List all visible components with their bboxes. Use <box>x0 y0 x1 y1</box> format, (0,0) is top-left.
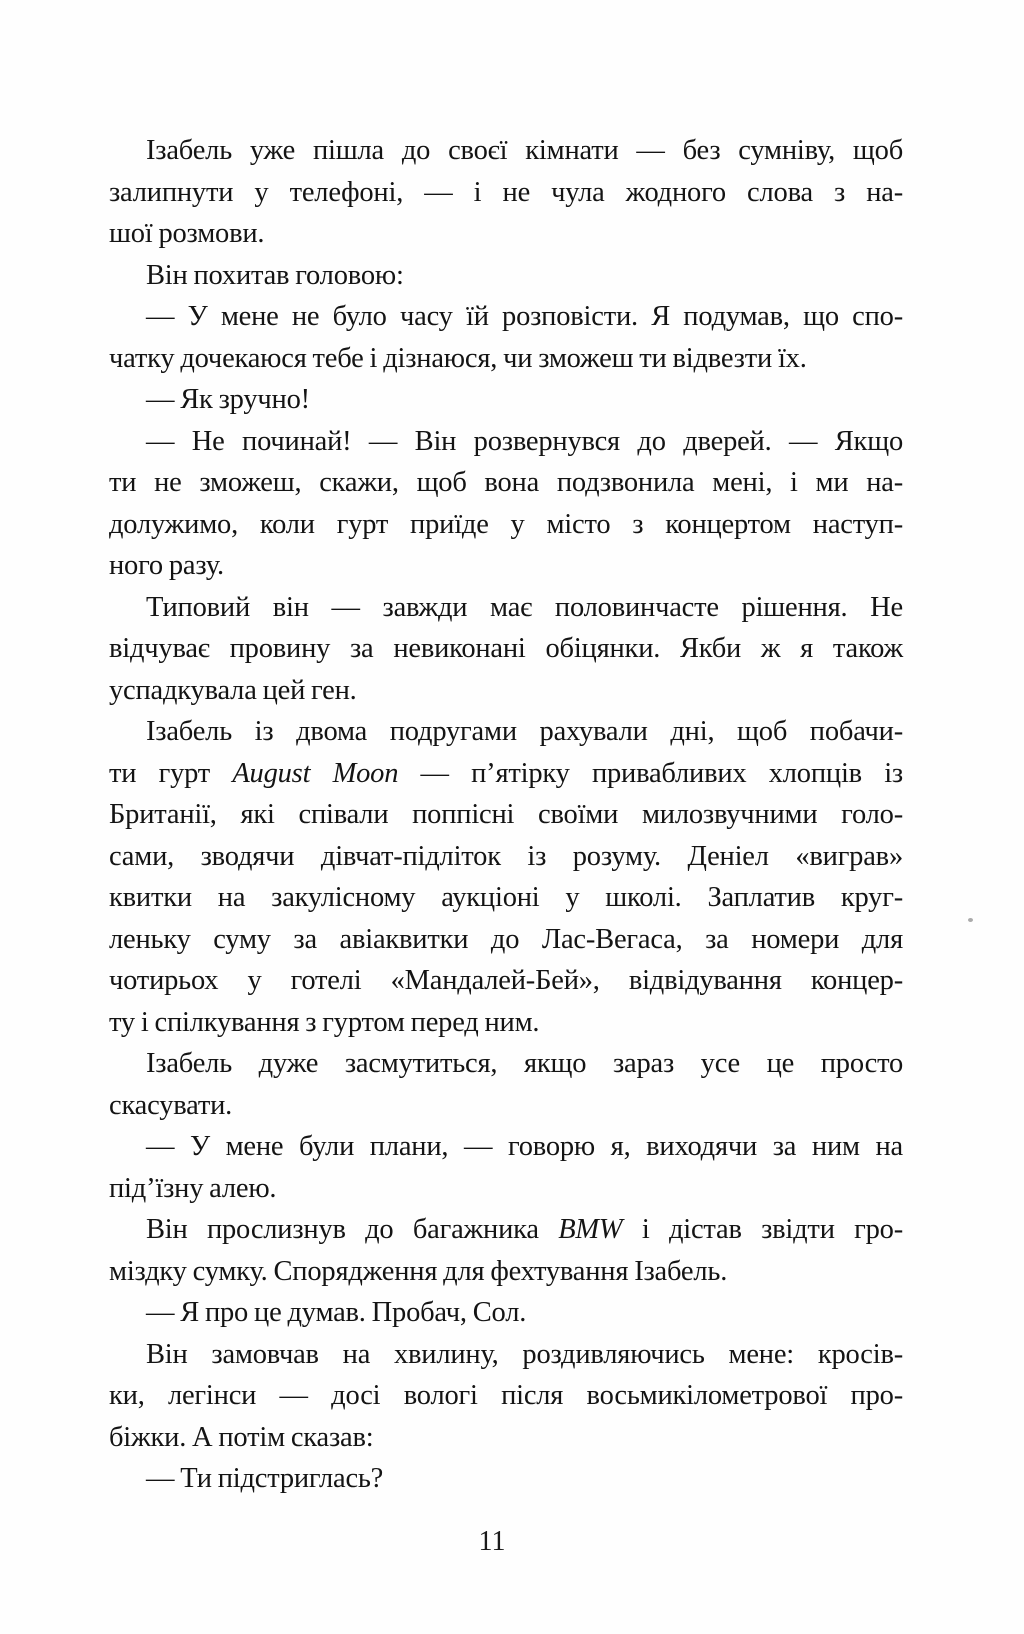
scan-speck-artifact <box>968 918 973 922</box>
text-segment: біжки. А потім сказав: <box>109 1421 374 1453</box>
text-segment: Він замовчав на хвилину, роздивляючись мене: кросів- <box>146 1338 903 1370</box>
text-segment: — У мене були плани, — говорю я, виходячи за ним на <box>146 1131 903 1162</box>
italic-text: BMW <box>558 1214 623 1245</box>
text-line <box>109 960 903 1002</box>
page-text <box>109 130 903 1500</box>
text-segment: — Ти підстриглась? <box>146 1463 384 1494</box>
text-line <box>109 794 903 836</box>
text-line <box>109 255 903 297</box>
text-segment: ти гурт <box>109 757 233 789</box>
text-line <box>109 1126 903 1168</box>
text-line <box>109 545 903 587</box>
text-segment: Він похитав головою: <box>146 259 404 291</box>
text-line <box>109 919 903 961</box>
text-line <box>109 172 903 214</box>
text-segment: леньку суму за авіаквитки до Лас-Вегаса, за номери для <box>109 923 903 955</box>
text-line <box>109 1458 903 1500</box>
text-line <box>109 1209 903 1251</box>
text-line <box>109 670 903 712</box>
text-segment: ту і спілкування з гуртом перед ним. <box>109 1006 540 1038</box>
text-segment: — Не починай! — Він розвернувся до дверей. — Якщо <box>146 425 903 457</box>
text-line <box>109 1292 903 1334</box>
page-number: 11 <box>478 1526 506 1557</box>
text-segment: і дістав звідти гро- <box>622 1214 903 1245</box>
text-segment: відчуває провину за невиконані обіцянки. Якби ж я також <box>109 633 903 664</box>
text-segment: долужимо, коли гурт приїде у місто з концертом наступ- <box>109 508 903 540</box>
text-line <box>109 462 903 504</box>
text-segment: ки, легінси — досі вологі після восьмикілометрової про- <box>109 1380 903 1411</box>
text-segment: шої розмови. <box>109 218 265 249</box>
text-line <box>109 753 903 795</box>
text-line <box>109 1002 903 1044</box>
text-segment: Ізабель дуже засмутиться, якщо зараз усе це просто <box>146 1048 903 1079</box>
text-line <box>109 1251 903 1293</box>
text-line <box>109 213 903 255</box>
text-segment: — Як зручно! <box>146 384 310 415</box>
text-segment: ного разу. <box>109 550 224 581</box>
text-line <box>109 1334 903 1376</box>
text-line <box>109 296 903 338</box>
text-line <box>109 338 903 380</box>
text-segment: чотирьох у готелі «Мандалей-Бей», відвідування концер- <box>109 965 903 996</box>
text-segment: — Я про це думав. Пробач, Сол. <box>146 1297 527 1328</box>
text-segment: скасувати. <box>109 1089 233 1121</box>
text-line <box>109 877 903 919</box>
text-segment: — п’ятірку привабливих хлопців із <box>398 757 903 789</box>
text-segment: Британії, які співали поппісні своїми милозвучними голо- <box>109 799 903 830</box>
text-segment: ти не зможеш, скажи, щоб вона подзвонила мені, і ми на- <box>109 467 903 498</box>
text-segment: успадкувала цей ген. <box>109 674 357 706</box>
text-line <box>109 130 903 172</box>
text-line <box>109 1043 903 1085</box>
text-segment: Ізабель із двома подругами рахували дні, щоб побачи- <box>146 716 903 747</box>
text-segment: під’їзну алею. <box>109 1172 277 1204</box>
text-line <box>109 1085 903 1127</box>
text-line <box>109 836 903 878</box>
text-segment: — У мене не було часу їй розповісти. Я подумав, що спо- <box>146 301 903 332</box>
text-line <box>109 1375 903 1417</box>
text-segment: квитки на закулісному аукціоні у школі. Заплатив круг- <box>109 882 903 913</box>
text-line <box>109 628 903 670</box>
text-line <box>109 504 903 546</box>
text-segment: Ізабель уже пішла до своєї кімнати — без сумніву, щоб <box>146 135 903 166</box>
text-segment: Він прослизнув до багажника <box>146 1214 559 1245</box>
text-segment: міздку сумку. Спорядження для фехтування Ізабель. <box>109 1255 728 1287</box>
text-segment: чатку дочекаюся тебе і дізнаюся, чи зможеш ти відвезти їх. <box>109 342 807 374</box>
text-segment: залипнути у телефоні, — і не чула жодного слова з на- <box>109 176 903 208</box>
text-line <box>109 379 903 421</box>
text-line <box>109 711 903 753</box>
text-segment: Типовий він — завжди має половинчасте рішення. Не <box>146 591 903 623</box>
text-line <box>109 421 903 463</box>
italic-text: August Moon <box>232 757 399 789</box>
text-line <box>109 1417 903 1459</box>
text-line <box>109 1168 903 1210</box>
text-segment: сами, зводячи дівчат-підліток із розуму. Деніел «виграв» <box>109 840 903 872</box>
text-line <box>109 587 903 629</box>
